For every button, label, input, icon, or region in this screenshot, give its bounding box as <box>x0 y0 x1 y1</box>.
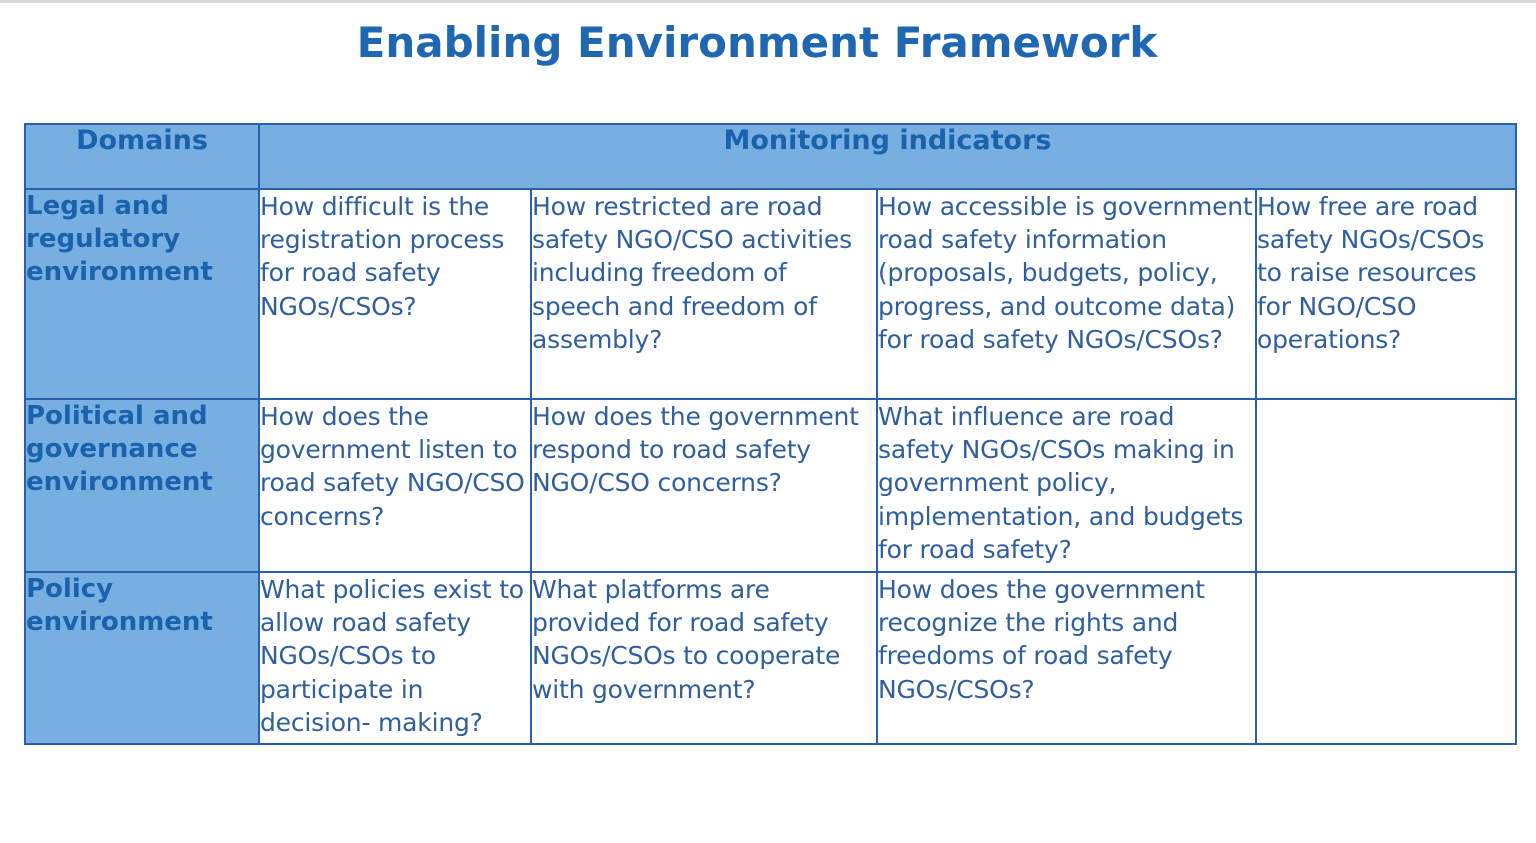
framework-table <box>24 123 1517 745</box>
indicator-text: How does the government respond to road safety NGO/CSO concerns? <box>532 402 859 498</box>
top-divider <box>0 0 1536 3</box>
indicator-cell <box>531 572 877 744</box>
indicator-text: How difficult is the registration process for road safety NGOs/CSOs? <box>260 192 505 321</box>
indicator-text: How accessible is government road safety information (proposals, budgets, policy, progress, and outcome data) for road safety NGOs/CSOs? <box>878 192 1253 354</box>
domain-label: Policy environment <box>26 574 213 637</box>
indicator-cell-empty <box>1256 399 1516 572</box>
domain-label: Legal and regulatory environment <box>26 191 213 287</box>
domain-legal-regulatory <box>25 189 259 399</box>
indicator-text: What influence are road safety NGOs/CSOs making in government policy, implementation, and budgets for road safety? <box>878 402 1244 564</box>
indicator-cell <box>259 189 531 399</box>
table-row-political <box>25 399 1516 572</box>
indicator-cell <box>259 399 531 572</box>
header-domains: Domains <box>25 124 259 189</box>
indicator-cell <box>877 189 1256 399</box>
domain-policy <box>25 572 259 744</box>
indicator-cell <box>877 399 1256 572</box>
indicator-cell <box>531 399 877 572</box>
indicator-text: How free are road safety NGOs/CSOs to raise resources for NGO/CSO operations? <box>1257 192 1485 354</box>
header-row <box>25 124 1516 189</box>
indicator-cell <box>259 572 531 744</box>
indicator-cell-empty <box>1256 572 1516 744</box>
domain-political-governance <box>25 399 259 572</box>
table-row-legal <box>25 189 1516 399</box>
page-title: Enabling Environment Framework <box>356 18 1158 67</box>
indicator-cell <box>877 572 1256 744</box>
indicator-text: How does the government listen to road safety NGO/CSO concerns? <box>260 402 525 531</box>
indicator-cell <box>1256 189 1516 399</box>
domain-label: Political and governance environment <box>26 401 213 497</box>
indicator-text: What platforms are provided for road safety NGOs/CSOs to cooperate with government? <box>532 575 841 704</box>
indicator-text: How restricted are road safety NGO/CSO activities including freedom of speech and freedom of assembly? <box>532 192 852 354</box>
indicator-text: What policies exist to allow road safety NGOs/CSOs to participate in decision- making? <box>260 575 524 737</box>
header-monitoring-indicators: Monitoring indicators <box>259 124 1516 189</box>
indicator-text: How does the government recognize the rights and freedoms of road safety NGOs/CSOs? <box>878 575 1205 704</box>
table-row-policy <box>25 572 1516 744</box>
indicator-cell <box>531 189 877 399</box>
